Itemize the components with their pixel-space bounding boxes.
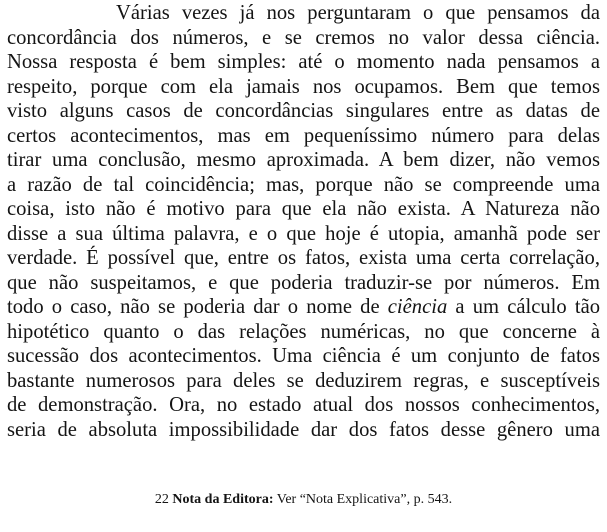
text-line: visto alguns casos de concordâncias singulares entre as datas de — [7, 100, 600, 122]
text-line: concordância dos números, e se cremos no valor dessa ciência. — [7, 26, 600, 49]
text-segment: todo o caso, não se poderia dar o nome de — [7, 296, 388, 318]
text-line: bastante numerosos para deles se deduzirem regras, e susceptíveis — [7, 369, 600, 392]
text-line: coisa, isto não é motivo para que ela não exista. A Natureza não — [7, 198, 600, 220]
text-line: respeito, porque com ela jamais nos ocupamos. Bem que temos — [7, 75, 600, 98]
text-line: que não suspeitamos, e que poderia traduzir-se por números. Em — [7, 271, 600, 294]
text-line: hipotético quanto o das relações numéricas, no que concerne à — [7, 320, 600, 343]
text-line: sucessão dos acontecimentos. Uma ciência é um conjunto de fatos — [7, 345, 600, 367]
text-line: seria de absoluta impossibilidade dar dos fatos desse gênero uma — [7, 418, 600, 441]
footnote-number: 22 — [154, 492, 169, 507]
text-line: Várias vezes já nos perguntaram o que pensamos da — [116, 2, 600, 24]
footnote-label: Nota da Editora: — [172, 492, 274, 507]
text-line: certos acontecimentos, mas em pequeníssimo número para delas — [7, 124, 600, 147]
footnote-text: Ver “Nota Explicativa”, p. 543. — [276, 492, 453, 507]
text-line: Nossa resposta é bem simples: até o momento nada pensamos a — [7, 51, 600, 73]
emphasized-word: ciência — [387, 296, 448, 318]
text-line: disse a sua última palavra, e o que hoje é utopia, amanhã pode ser — [7, 222, 600, 245]
text-line: a razão de tal coincidência; mas, porque não se compreende uma — [7, 173, 600, 196]
text-line: de demonstração. Ora, no estado atual dos nossos conhecimentos, — [7, 394, 600, 416]
text-segment: a um cálculo tão — [447, 296, 601, 318]
text-line-with-emphasis — [7, 295, 600, 320]
footnote — [0, 491, 607, 509]
text-line: tirar uma conclusão, mesmo aproximada. A bem dizer, não vemos — [7, 149, 600, 171]
body-paragraph — [7, 1, 600, 442]
text-line: verdade. É possível que, entre os fatos, exista uma certa correlação, — [7, 247, 600, 269]
